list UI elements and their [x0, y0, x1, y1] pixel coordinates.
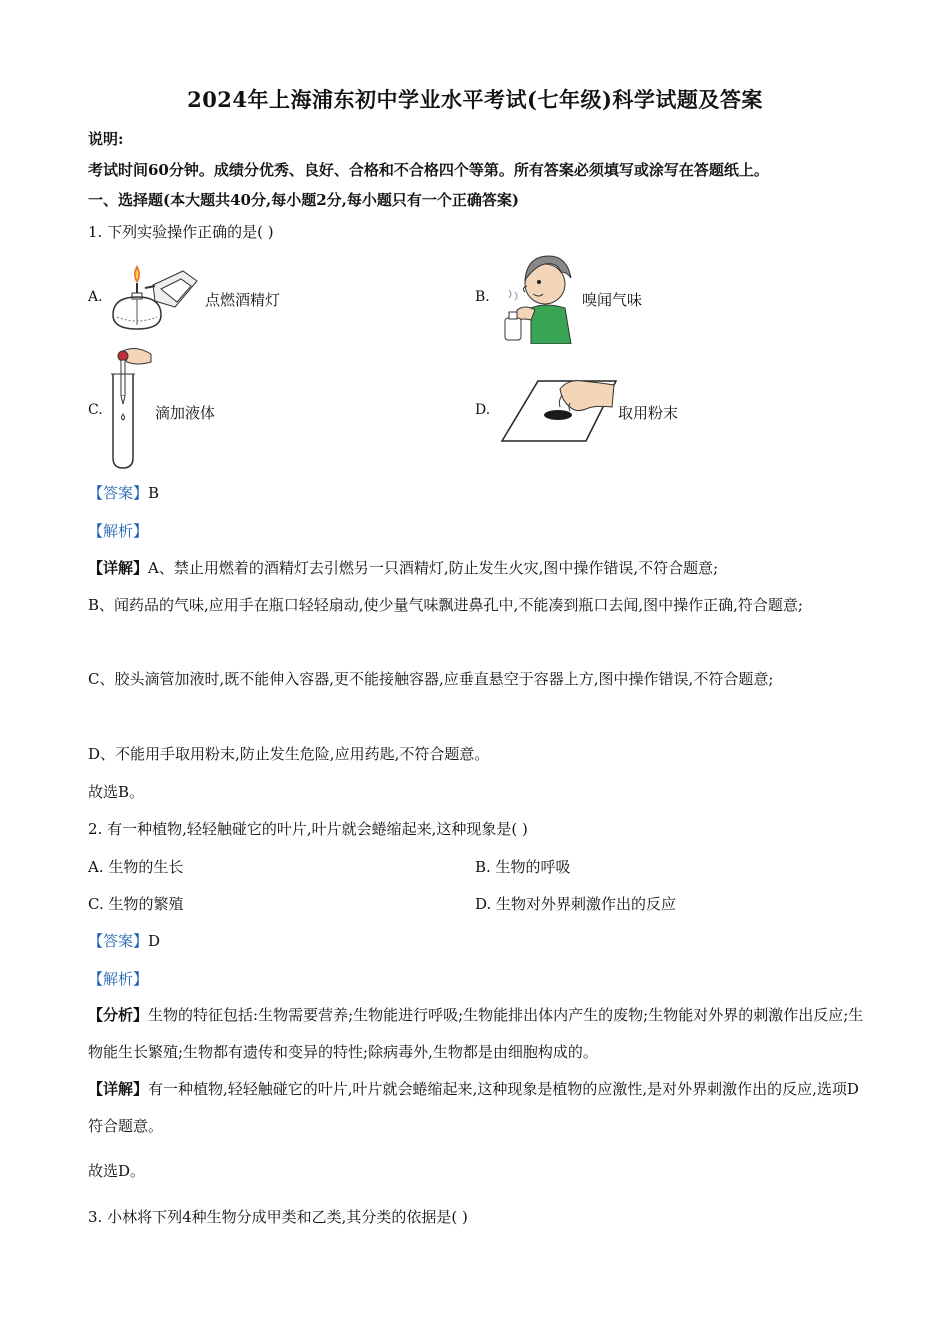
- powder-hand-illustration: [500, 375, 618, 443]
- q1-detail-b: B、闻药品的气味,应用手在瓶口轻轻扇动,使少量气味飘进鼻孔中,不能凑到瓶口去闻,图中操作正确,符合题意;: [88, 596, 803, 614]
- q1-option-d-letter: D.: [475, 402, 491, 418]
- page-title: 2024年上海浦东初中学业水平考试(七年级)科学试题及答案: [187, 87, 763, 112]
- q1-answer: [88, 482, 159, 503]
- q2-fenxi-text: 生物的特征包括:生物需要营养;生物能进行呼吸;生物能排出体内产生的废物;生物能对外界的刺激作出反应;生物能生长繁殖;生物都有遗传和变异的特性;除病毒外,生物都是由细胞构成的。: [88, 1006, 864, 1061]
- q1-detail-a-text: A、禁止用燃着的酒精灯去引燃另一只酒精灯,防止发生火灾,图中操作错误,不符合题意;: [148, 559, 719, 577]
- q2-fenxi-tag: 【分析】: [88, 1006, 149, 1024]
- q2-detail-tag: 【详解】: [88, 1080, 149, 1098]
- q1-option-c-text: 滴加液体: [155, 404, 216, 422]
- q2-analysis: [88, 997, 868, 1071]
- intro-label: 说明:: [88, 130, 124, 148]
- q1-option-d-text: 取用粉末: [618, 404, 679, 422]
- q2-detail: [88, 1071, 868, 1145]
- q2-answer-value: D: [148, 932, 161, 950]
- smelling-person-illustration: [495, 252, 580, 344]
- q1-answer-value: B: [148, 484, 160, 502]
- q2-stem: 2. 有一种植物,轻轻触碰它的叶片,叶片就会蜷缩起来,这种现象是( ): [88, 820, 528, 838]
- alcohol-lamp-illustration: [103, 255, 203, 345]
- intro-notice: 考试时间60分钟。成绩分优秀、良好、合格和不合格四个等第。所有答案必须填写或涂写在答题纸上。: [88, 161, 769, 179]
- q1-option-a-letter: A.: [88, 289, 103, 305]
- q1-detail-a: [88, 557, 718, 578]
- q1-option-b-letter: B.: [475, 289, 490, 305]
- q1-detail-c: C、胶头滴管加液时,既不能伸入容器,更不能接触容器,应垂直悬空于容器上方,图中操作错误,不符合题意;: [88, 670, 774, 688]
- q1-answer-tag: 【答案】: [88, 484, 149, 502]
- section-heading: 一、选择题(本大题共40分,每小题2分,每小题只有一个正确答案): [88, 191, 519, 209]
- q2-option-a: A. 生物的生长: [88, 858, 184, 876]
- q2-answer: [88, 930, 160, 951]
- q2-detail-text: 有一种植物,轻轻触碰它的叶片,叶片就会蜷缩起来,这种现象是植物的应激性,是对外界刺激作出的反应,选项D符合题意。: [88, 1080, 859, 1135]
- q1-conclusion: 故选B。: [88, 783, 145, 801]
- dropper-test-tube-illustration: [105, 346, 155, 472]
- q3-stem: 3. 小林将下列4种生物分成甲类和乙类,其分类的依据是( ): [88, 1208, 468, 1226]
- q1-option-c-letter: C.: [88, 402, 103, 418]
- q2-option-d: D. 生物对外界刺激作出的反应: [475, 895, 677, 913]
- q1-detail-d: D、不能用手取用粉末,防止发生危险,应用药匙,不符合题意。: [88, 745, 490, 763]
- q1-option-b-text: 嗅闻气味: [582, 291, 643, 309]
- q1-detail-tag: 【详解】: [88, 559, 149, 577]
- q2-option-c: C. 生物的繁殖: [88, 895, 184, 913]
- q2-option-b: B. 生物的呼吸: [475, 858, 571, 876]
- q2-conclusion: 故选D。: [88, 1162, 146, 1180]
- q2-answer-tag: 【答案】: [88, 932, 149, 950]
- q1-option-a-text: 点燃酒精灯: [205, 291, 281, 309]
- q1-stem: 1. 下列实验操作正确的是( ): [88, 223, 274, 241]
- q2-analysis-tag: 【解析】: [88, 970, 149, 988]
- q1-analysis-tag: 【解析】: [88, 522, 149, 540]
